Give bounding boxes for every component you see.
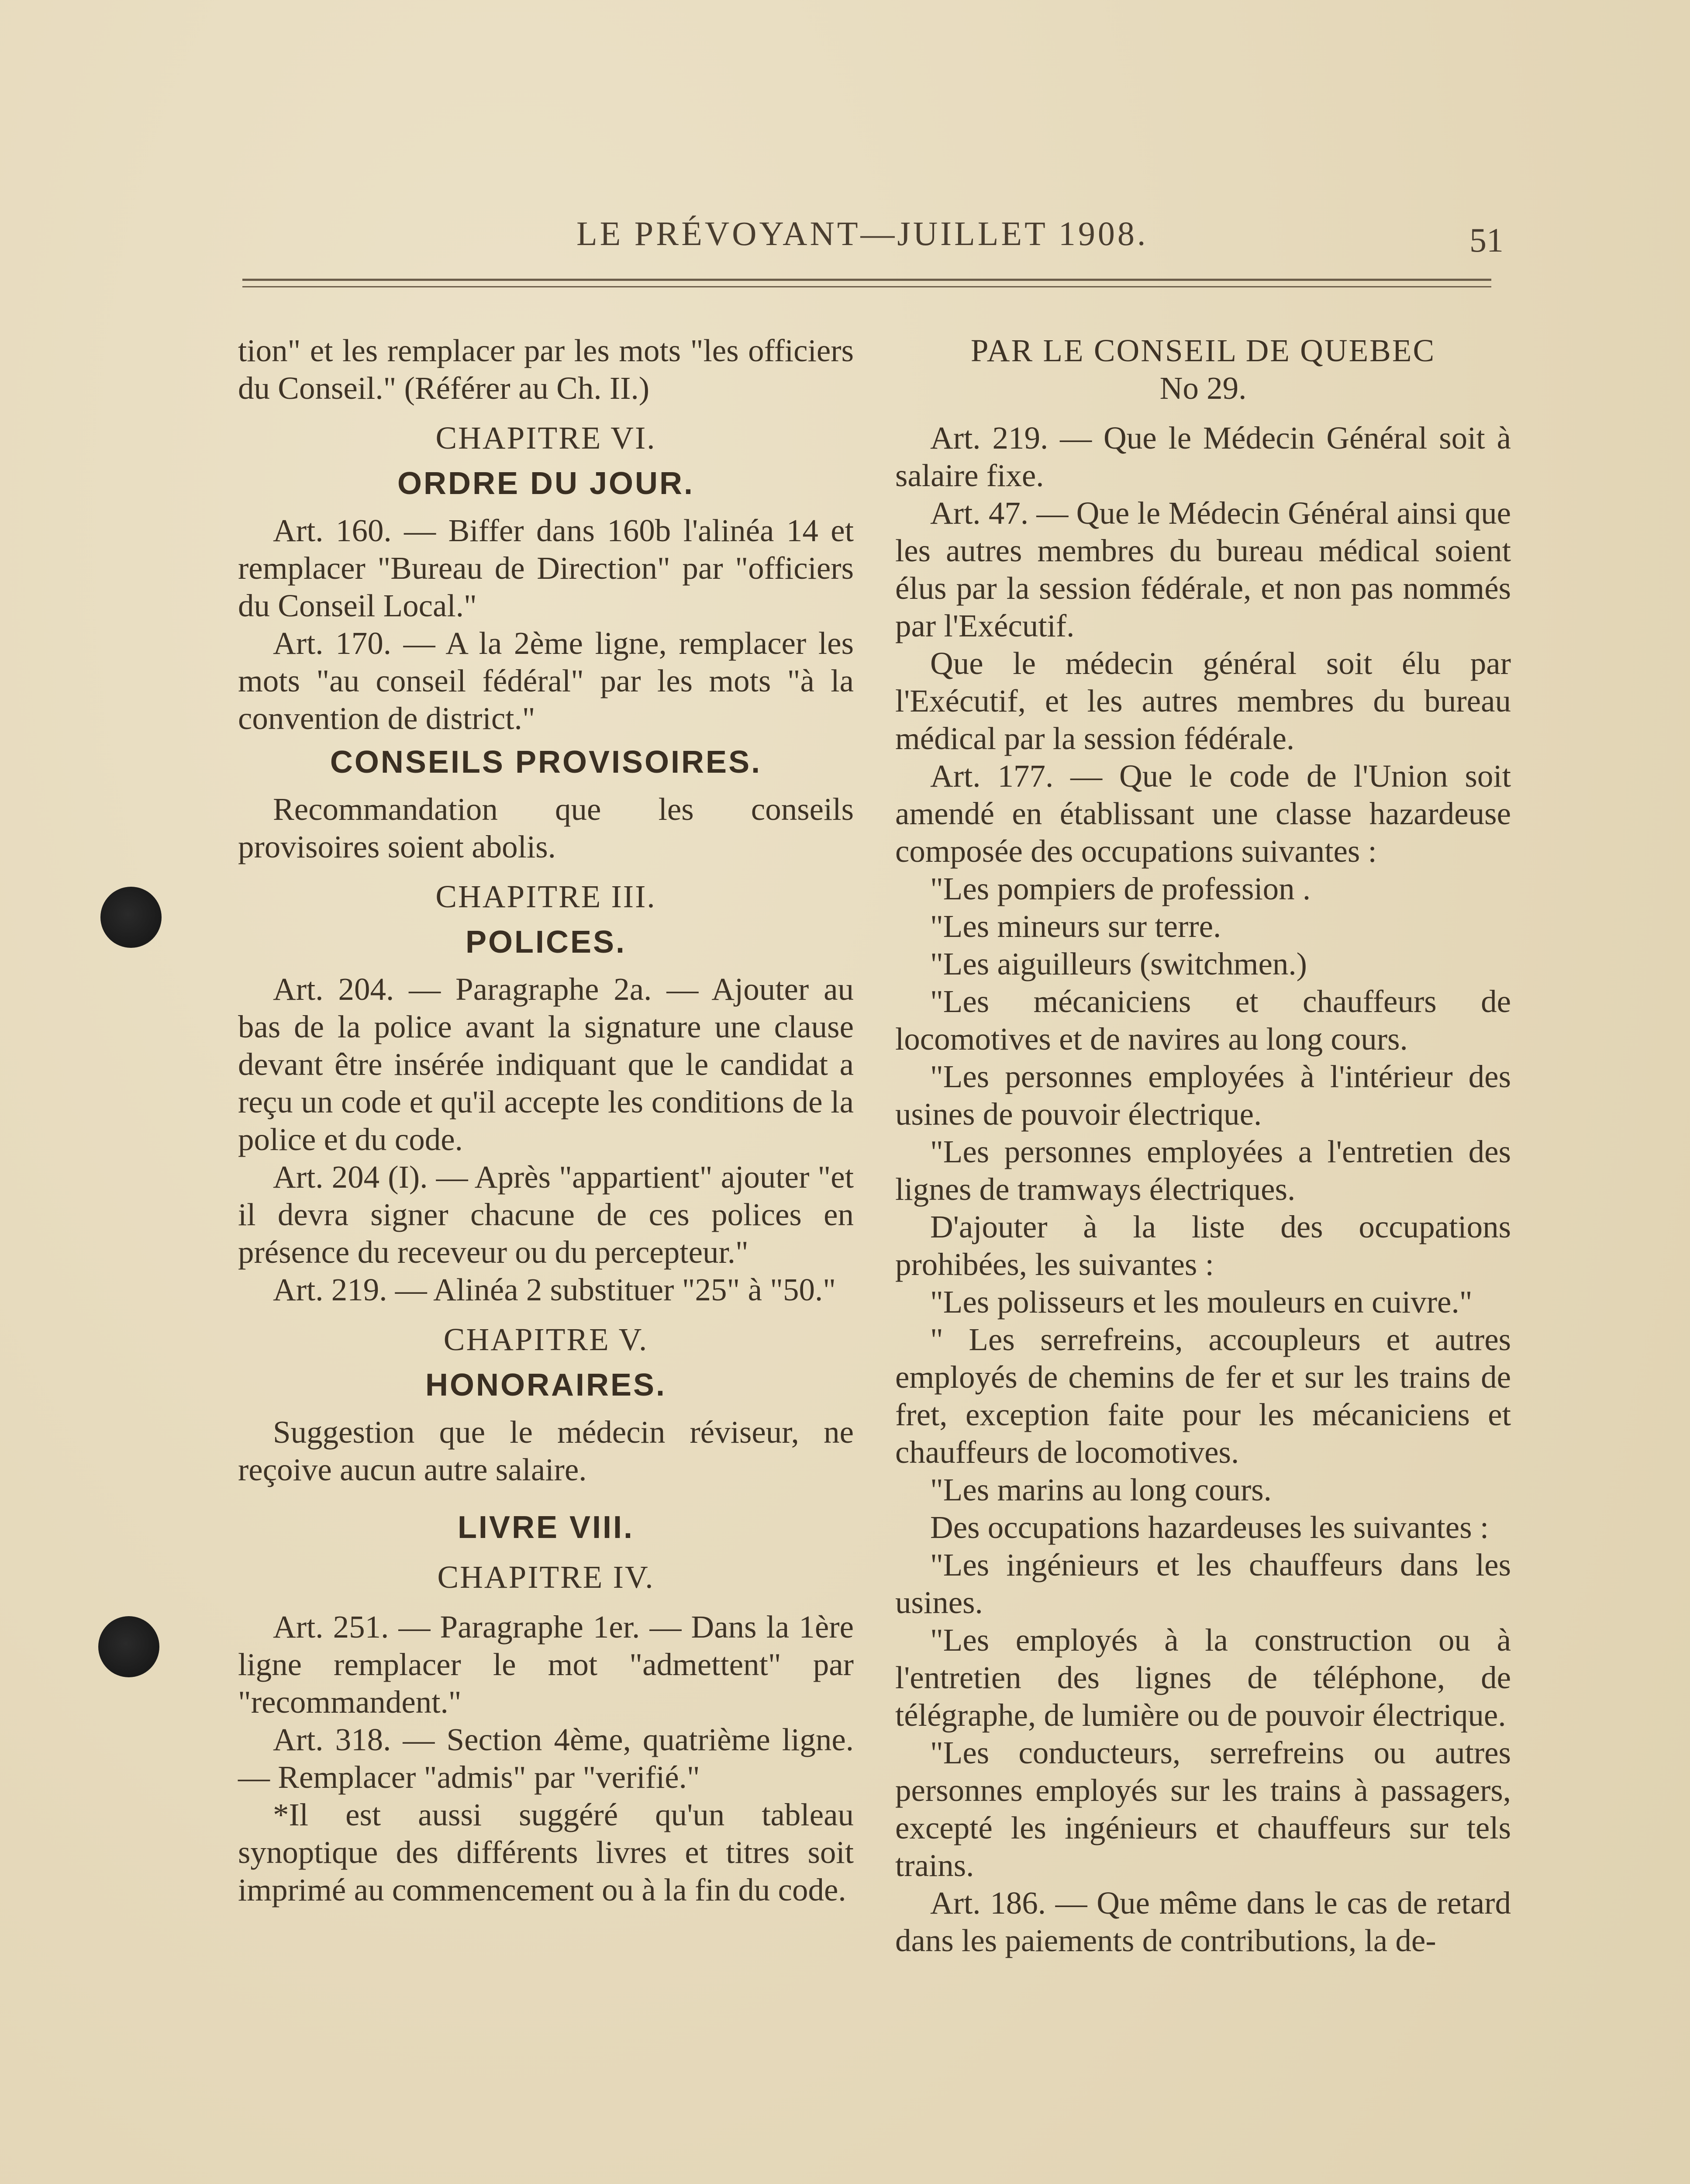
- list-item: "Les personnes employées a l'entretien des lignes de tramways électriques.: [895, 1134, 1511, 1207]
- paragraph: Art. 204. — Paragraphe 2a. — Ajouter au bas de la police avant la signature une clause devant être insérée indiquant que le candidat a reçu un code et qu'il accepte les conditions de la police et du code.: [238, 971, 854, 1157]
- paragraph: Art. 318. — Section 4ème, quatrième ligne. — Remplacer "admis" par "verifié.": [238, 1722, 854, 1795]
- paragraph: Recommandation que les conseils provisoires soient abolis.: [238, 791, 854, 864]
- list-item: " Les serrefreins, accoupleurs et autres employés de chemins de fer et sur les trains de fret, exception faite pour les mécaniciens et chauffeurs de locomotives.: [895, 1322, 1511, 1470]
- punch-hole-lower: [98, 1616, 159, 1677]
- list-item: "Les polisseurs et les mouleurs en cuivre.": [930, 1284, 1473, 1320]
- section-heading: POLICES.: [465, 925, 627, 960]
- paragraph: Art. 177. — Que le code de l'Union soit amendé en établissant une classe hazardeuse composée des occupations suivantes :: [895, 758, 1511, 869]
- chapter-heading: CHAPITRE IV.: [437, 1559, 655, 1595]
- punch-hole-upper: [100, 887, 162, 948]
- chapter-heading: CHAPITRE III.: [435, 879, 656, 914]
- page-number: 51: [1469, 221, 1504, 259]
- list-item: "Les employés à la construction ou à l'entretien des lignes de téléphone, de télégraphe, de lumière ou de pouvoir électrique.: [895, 1622, 1511, 1733]
- section-heading: PAR LE CONSEIL DE QUEBEC: [970, 333, 1436, 368]
- section-subheading: No 29.: [1159, 370, 1247, 406]
- list-item: "Les mécaniciens et chauffeurs de locomotives et de navires au long cours.: [895, 984, 1511, 1057]
- right-column: [895, 332, 1511, 1959]
- paragraph: Art. 251. — Paragraphe 1er. — Dans la 1ère ligne remplacer le mot "admettent" par "recommandent.": [238, 1609, 854, 1720]
- running-header: LE PRÉVOYANT—JUILLET 1908.: [576, 214, 1149, 252]
- paragraph: Art. 219. — Alinéa 2 substituer "25" à "50.": [273, 1272, 836, 1307]
- section-heading: ORDRE DU JOUR.: [397, 466, 695, 501]
- paragraph: Art. 204 (I). — Après "appartient" ajouter "et il devra signer chacune de ces polices en présence du receveur ou du percepteur.": [238, 1159, 854, 1270]
- section-heading: HONORAIRES.: [425, 1368, 667, 1403]
- paragraph: Art. 170. — A la 2ème ligne, remplacer les mots "au conseil fédéral" par les mots "à la convention de district.": [238, 625, 854, 736]
- chapter-heading: CHAPITRE V.: [443, 1322, 648, 1357]
- book-heading: LIVRE VIII.: [457, 1510, 635, 1545]
- list-item: "Les mineurs sur terre.: [930, 909, 1221, 944]
- section-heading: CONSEILS PROVISOIRES.: [330, 745, 762, 780]
- paragraph: Art. 47. — Que le Médecin Général ainsi que les autres membres du bureau médical soient élus par la session fédérale, et non pas nommés par l'Exécutif.: [895, 495, 1511, 643]
- paragraph: Art. 219. — Que le Médecin Général soit à salaire fixe.: [895, 420, 1511, 493]
- header-rule-bottom: [242, 286, 1491, 287]
- paragraph: Suggestion que le médecin réviseur, ne reçoive aucun autre salaire.: [238, 1414, 854, 1487]
- paragraph: Art. 186. — Que même dans le cas de retard dans les paiements de contributions, la de-: [895, 1885, 1511, 1958]
- list-item: "Les ingénieurs et les chauffeurs dans les usines.: [895, 1547, 1511, 1620]
- list-item: "Les marins au long cours.: [930, 1472, 1272, 1507]
- paragraph: Des occupations hazardeuses les suivantes :: [930, 1510, 1489, 1545]
- list-item: "Les aiguilleurs (switchmen.): [930, 946, 1307, 981]
- list-item: "Les pompiers de profession .: [930, 871, 1311, 906]
- header-rule-top: [242, 279, 1491, 281]
- paragraph: tion" et les remplacer par les mots "les officiers du Conseil." (Référer au Ch. II.): [238, 333, 854, 406]
- footnote: *Il est aussi suggéré qu'un tableau synoptique des différents livres et titres soit imprimé au commencement ou à la fin du code.: [238, 1797, 854, 1908]
- paragraph: Art. 160. — Biffer dans 160b l'alinéa 14 et remplacer "Bureau de Direction" par "officiers du Conseil Local.": [238, 513, 854, 623]
- list-item: "Les personnes employées à l'intérieur des usines de pouvoir électrique.: [895, 1059, 1511, 1132]
- left-column: [238, 332, 854, 1909]
- paragraph: Que le médecin général soit élu par l'Exécutif, et les autres membres du bureau médical par la session fédérale.: [895, 646, 1511, 756]
- chapter-heading: CHAPITRE VI.: [435, 420, 656, 456]
- list-item: "Les conducteurs, serrefreins ou autres personnes employés sur les trains à passagers, excepté les ingénieurs et chauffeurs sur tels trains.: [895, 1735, 1511, 1883]
- paragraph: D'ajouter à la liste des occupations prohibées, les suivantes :: [895, 1209, 1511, 1282]
